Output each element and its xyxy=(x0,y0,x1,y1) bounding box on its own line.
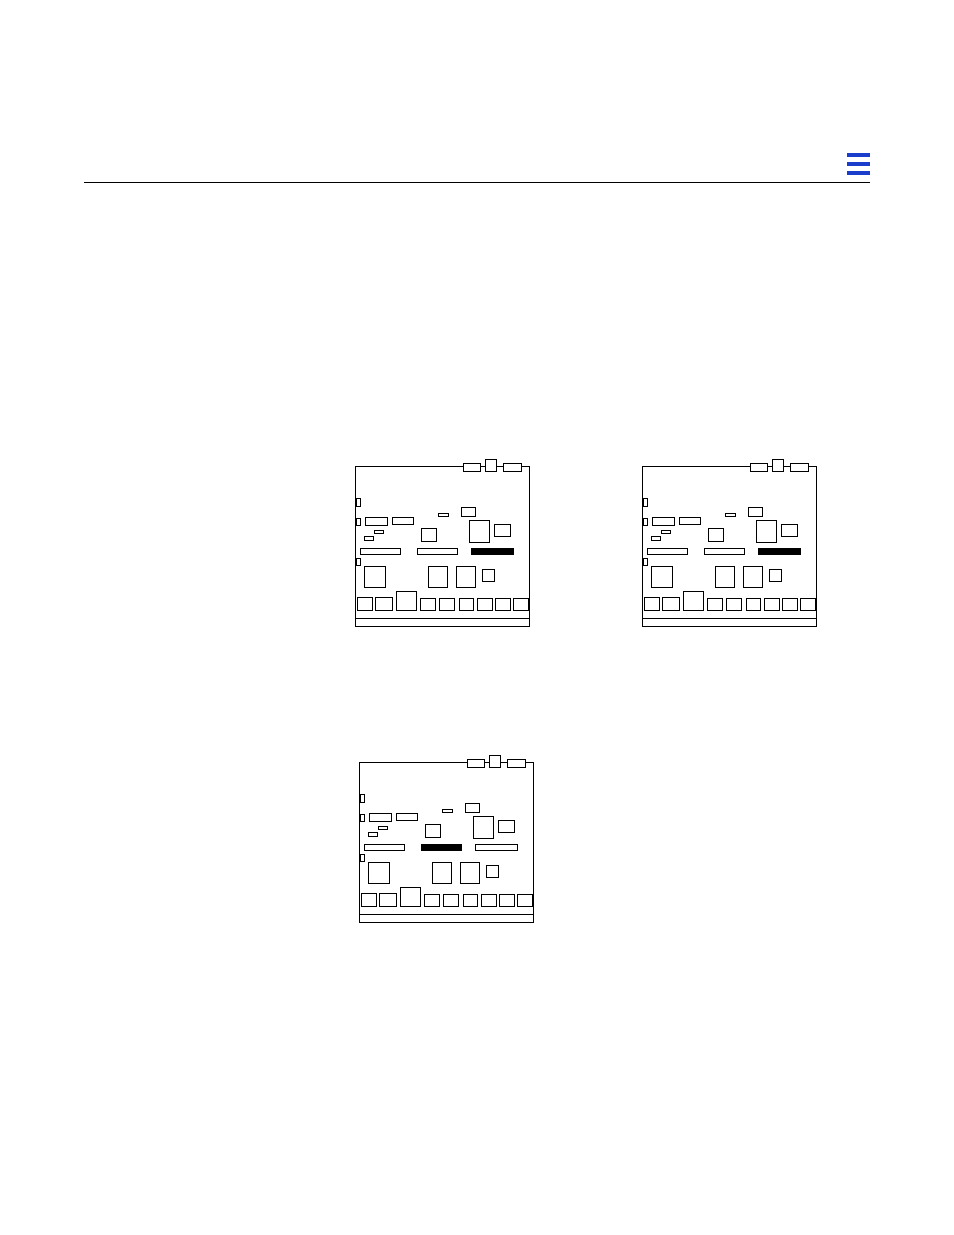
chip xyxy=(365,537,374,541)
socket xyxy=(684,592,704,611)
chip xyxy=(461,863,480,884)
edge-tab xyxy=(644,519,648,526)
bottom-edge-strip xyxy=(356,619,530,627)
socket xyxy=(518,895,533,907)
chip xyxy=(397,814,418,821)
chip xyxy=(366,518,388,526)
edge-tab xyxy=(357,519,361,526)
top-connector-left xyxy=(464,464,481,472)
top-connector-center xyxy=(773,460,784,472)
socket xyxy=(444,895,459,907)
chip xyxy=(439,514,449,517)
chip xyxy=(757,521,777,543)
chip xyxy=(652,537,661,541)
top-connector-right xyxy=(791,464,809,472)
chip xyxy=(379,827,388,830)
edge-tab xyxy=(357,559,361,566)
chip xyxy=(433,863,452,884)
chip xyxy=(483,570,495,582)
socket xyxy=(440,599,455,611)
socket xyxy=(482,895,497,907)
chip xyxy=(749,508,763,517)
socket xyxy=(460,599,474,611)
socket xyxy=(496,599,511,611)
socket xyxy=(663,598,680,611)
chip xyxy=(369,863,390,884)
edge-tab xyxy=(644,559,648,566)
chip xyxy=(470,521,490,543)
chip xyxy=(426,825,441,838)
chip xyxy=(726,514,736,517)
connector-highlighted xyxy=(759,549,801,555)
chip xyxy=(709,529,724,542)
chip xyxy=(716,567,735,588)
chip xyxy=(499,821,515,833)
chip xyxy=(370,814,392,822)
socket xyxy=(801,599,816,611)
board-diagram-lower xyxy=(359,754,535,926)
socket xyxy=(358,598,373,611)
top-connector-left xyxy=(468,760,485,768)
top-connector-center xyxy=(486,460,497,472)
chip xyxy=(443,810,453,813)
top-connector-left xyxy=(751,464,768,472)
board-drawing xyxy=(642,458,818,630)
bottom-edge-strip xyxy=(643,619,817,627)
chip xyxy=(680,518,701,525)
long-connector xyxy=(476,845,518,851)
connector-highlighted xyxy=(422,845,462,851)
socket xyxy=(478,599,493,611)
socket xyxy=(645,598,660,611)
chip xyxy=(365,567,386,588)
top-connector-center xyxy=(490,756,501,768)
edge-tab xyxy=(644,499,648,507)
socket xyxy=(500,895,515,907)
chip xyxy=(653,518,675,526)
menu-bars-icon xyxy=(847,153,870,175)
socket xyxy=(765,599,780,611)
chip xyxy=(474,817,494,839)
socket xyxy=(380,894,397,907)
chip xyxy=(744,567,763,588)
long-connector xyxy=(648,549,688,555)
connector-highlighted xyxy=(472,549,514,555)
board-drawing xyxy=(359,754,535,926)
socket xyxy=(747,599,761,611)
header-rule xyxy=(84,182,870,183)
long-connector xyxy=(418,549,458,555)
socket xyxy=(708,599,723,611)
long-connector xyxy=(705,549,745,555)
edge-tab xyxy=(361,855,365,862)
chip xyxy=(782,525,798,537)
chip xyxy=(429,567,448,588)
socket xyxy=(464,895,478,907)
top-connector-right xyxy=(508,760,526,768)
chip xyxy=(457,567,476,588)
chip xyxy=(652,567,673,588)
long-connector xyxy=(365,845,405,851)
long-connector xyxy=(361,549,401,555)
chip xyxy=(662,531,671,534)
edge-tab xyxy=(361,795,365,803)
edge-tab xyxy=(361,815,365,822)
chip xyxy=(462,508,476,517)
top-connector-right xyxy=(504,464,522,472)
chip xyxy=(422,529,437,542)
socket xyxy=(514,599,529,611)
socket xyxy=(727,599,742,611)
board-diagram-upper-left xyxy=(355,458,531,630)
chip xyxy=(375,531,384,534)
chip xyxy=(770,570,782,582)
socket xyxy=(397,592,417,611)
socket xyxy=(421,599,436,611)
edge-tab xyxy=(357,499,361,507)
board-drawing xyxy=(355,458,531,630)
board-diagram-upper-right xyxy=(642,458,818,630)
chip xyxy=(487,866,499,878)
bottom-edge-strip xyxy=(360,915,534,923)
socket xyxy=(362,894,377,907)
socket xyxy=(783,599,798,611)
socket xyxy=(425,895,440,907)
socket xyxy=(401,888,421,907)
chip xyxy=(466,804,480,813)
socket xyxy=(376,598,393,611)
chip xyxy=(369,833,378,837)
chip xyxy=(393,518,414,525)
chip xyxy=(495,525,511,537)
